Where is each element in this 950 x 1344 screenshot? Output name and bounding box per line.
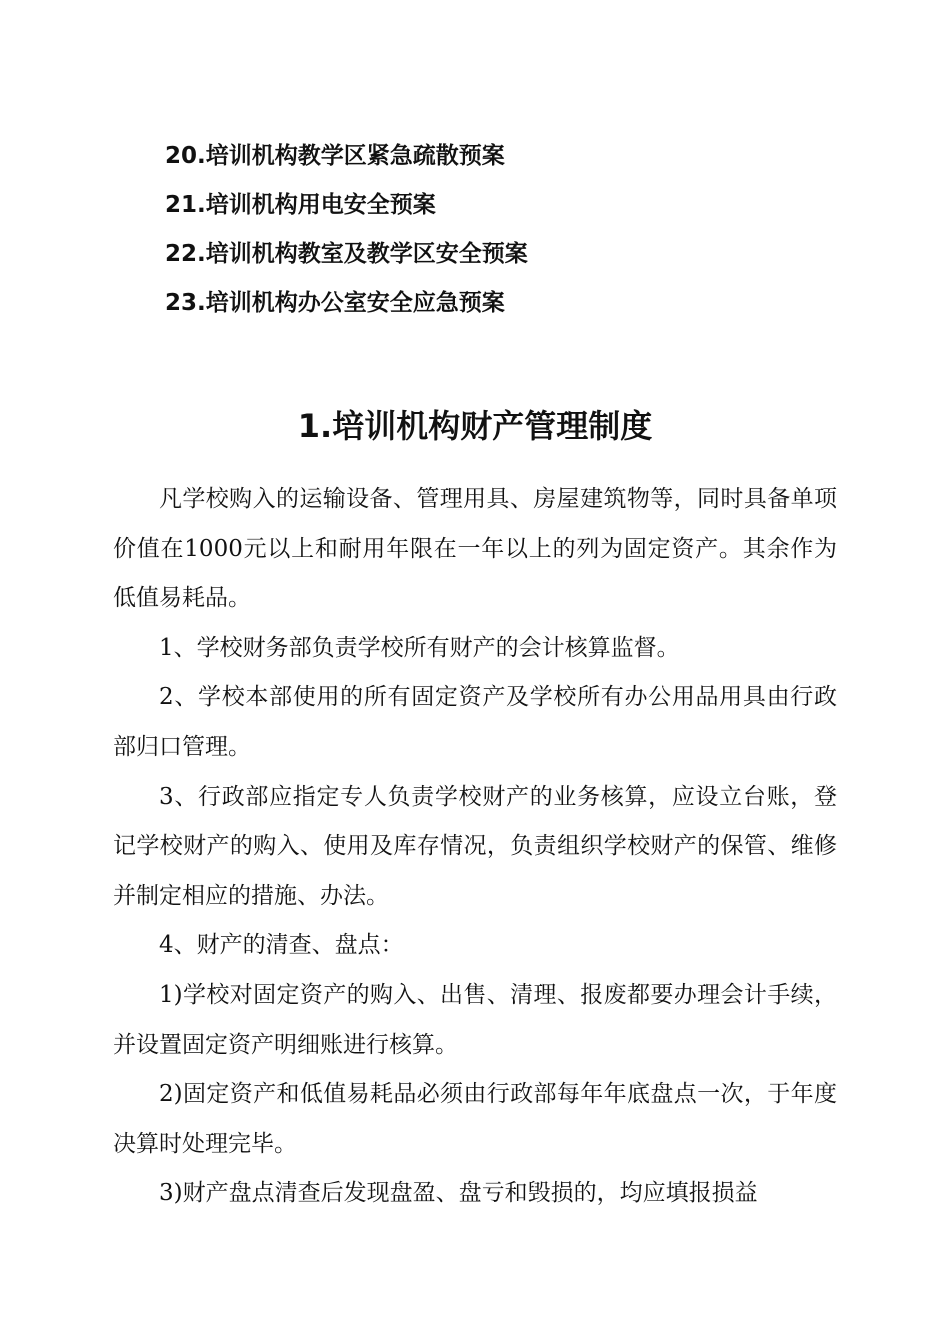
section-title: 1.培训机构财产管理制度 [297, 407, 653, 445]
paragraph: 3)财产盘点清查后发现盘盈、盘亏和毁损的，均应填报损益 [159, 1180, 758, 1207]
paragraph: 2)固定资产和低值易耗品必须由行政部每年年底盘点一次，于年度决算时处理完毕。 [113, 1081, 837, 1157]
toc-item[interactable]: 20.培训机构教学区紧急疏散预案 [165, 143, 505, 169]
paragraph: 1、学校财务部负责学校所有财产的会计核算监督。 [159, 634, 680, 661]
paragraph: 2、学校本部使用的所有固定资产及学校所有办公用品用具由行政部归口管理。 [113, 684, 837, 760]
toc-item[interactable]: 22.培训机构教室及教学区安全预案 [165, 241, 528, 267]
section-body [113, 475, 837, 1219]
toc-item[interactable]: 21.培训机构用电安全预案 [165, 192, 436, 218]
table-of-contents [165, 132, 865, 328]
paragraph: 1)学校对固定资产的购入、出售、清理、报废都要办理会计手续，并设置固定资产明细账进行核算。 [113, 981, 837, 1058]
paragraph: 4、财产的清查、盘点： [159, 932, 404, 959]
toc-item[interactable]: 23.培训机构办公室安全应急预案 [165, 290, 505, 316]
paragraph: 3、行政部应指定专人负责学校财产的业务核算，应设立台账，登记学校财产的购入、使用及库存情况，负责组织学校财产的保管、维修并制定相应的措施、办法。 [113, 783, 837, 909]
paragraph: 凡学校购入的运输设备、管理用具、房屋建筑物等，同时具备单项价值在1000元以上和耐用年限在一年以上的列为固定资产。其余作为低值易耗品。 [113, 486, 837, 612]
